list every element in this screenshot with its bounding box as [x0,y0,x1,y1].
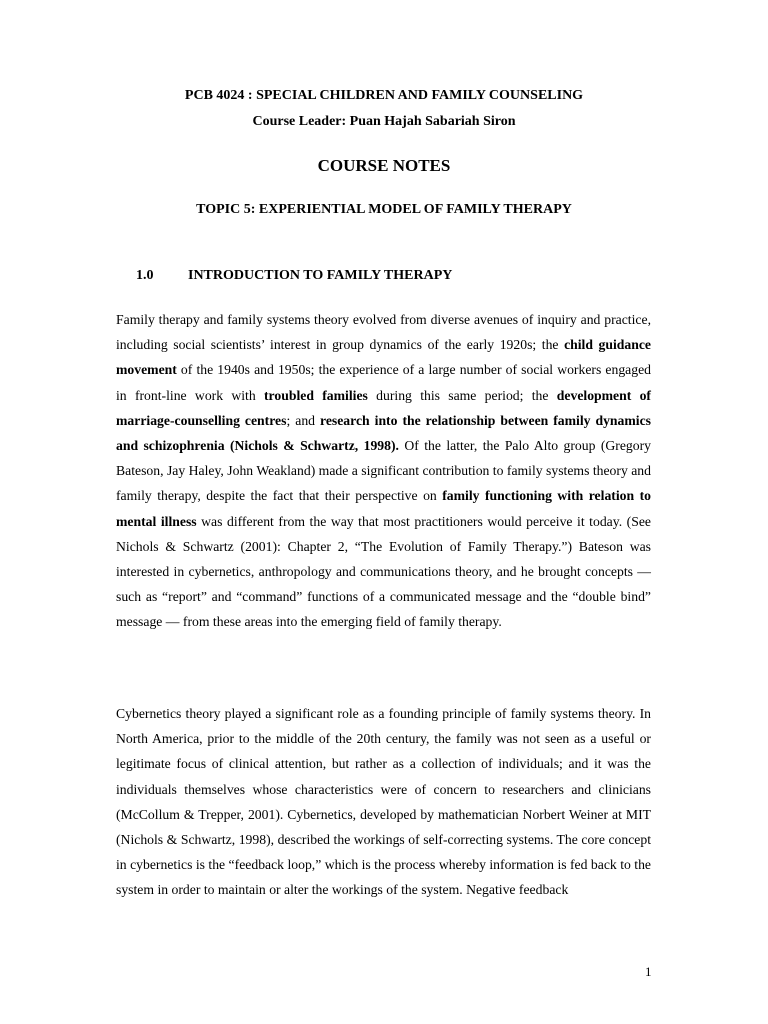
section-title: INTRODUCTION TO FAMILY THERAPY [188,268,453,283]
emphasis-text: troubled families [264,387,368,403]
topic-heading: TOPIC 5: EXPERIENTIAL MODEL OF FAMILY THERAPY [196,202,572,217]
paragraph-text: was different from the way that most practitioners would perceive it today. (See Nichols & Schwartz (2001): Chapter 2, “The Evolution of Family Therapy.”) Bateson was interested in cybernetics, anthropology and communications theory, and he brought concepts — such as “report” and “command” functions of a communicated message and the “double bind” message — from these areas into the emerging field of family therapy. [116,513,651,630]
paragraph-text: Of the latter, the Palo Alto group (Gregory Bateson, Jay Haley, John Weakland) made a significant contribution to family systems theory and family therapy, despite the fact that their perspective on [116,438,652,504]
emphasis-text: development of marriage-counselling centres [116,387,651,428]
section-heading [136,268,452,284]
intro-paragraph [116,307,651,635]
paragraph-text: of the 1940s and 1950s; the experience of a large number of social workers engaged in front-line work with [116,362,651,403]
cybernetics-paragraph: Cybernetics theory played a significant role as a founding principle of family systems theory. In North America, prior to the middle of the 20th century, the family was not seen as a useful or legitimate focus of clinical attention, but rather as a collection of individuals; and it was the individuals themselves whose characteristics were of concern to researchers and clinicians (McCollum & Trepper, 2001). Cybernetics, developed by mathematician Norbert Weiner at MIT (Nichols & Schwartz, 1998), described the workings of self-correcting systems. The core concept in cybernetics is the “feedback loop,” which is the process whereby information is fed back to the system in order to maintain or alter the workings of the system. Negative feedback [116,706,651,898]
emphasis-text: child guidance movement [116,337,652,378]
emphasis-text: research into the relationship between family dynamics and schizophrenia (Nichols & Schwartz, 1998). [116,412,651,454]
paragraph-text: ; and [286,412,320,428]
course-title: PCB 4024 : SPECIAL CHILDREN AND FAMILY COUNSELING [184,88,584,103]
emphasis-text: family functioning with relation to mental illness [116,488,651,529]
section-number: 1.0 [136,268,154,283]
course-leader: Course Leader: Puan Hajah Sabariah Siron [252,114,516,129]
paragraph-text: during this same period; the [367,387,557,403]
page-number: 1 [645,964,652,979]
course-notes-heading: COURSE NOTES [317,156,451,175]
paragraph-text: Family therapy and family systems theory evolved from diverse avenues of inquiry and practice, including social scientists’ interest in group dynamics of the early 1920s; the [116,312,651,353]
